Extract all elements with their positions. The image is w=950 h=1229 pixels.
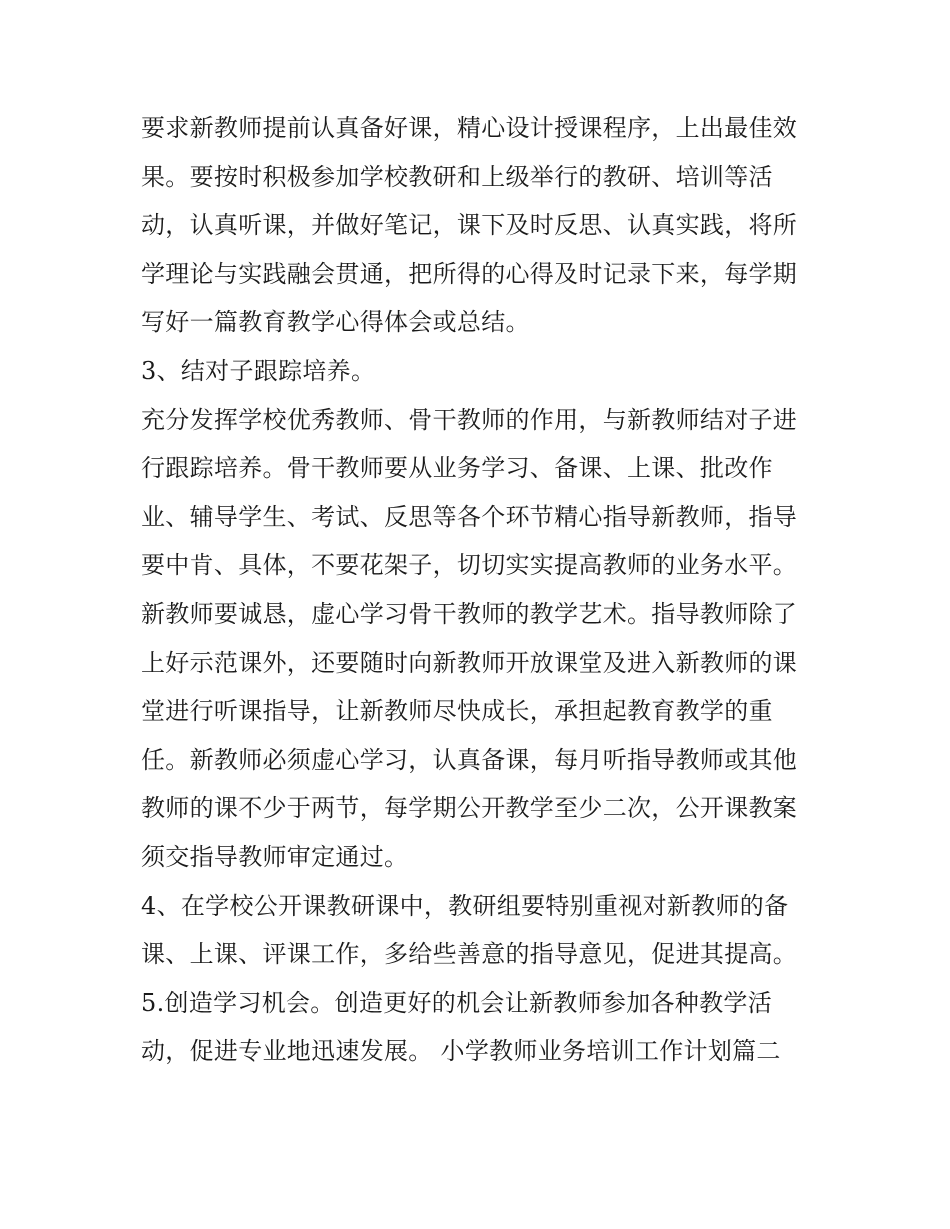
text-line: 4、在学校公开课教研课中，教研组要特别重视对新教师的备 [141,891,789,920]
text-line: 须交指导教师审定通过。 [141,842,409,871]
text-line: 5.创造学习机会。创造更好的机会让新教师参加各种教学活 [141,988,772,1017]
text-line: 堂进行听课指导，让新教师尽快成长，承担起教育教学的重 [141,697,773,726]
text-line: 写好一篇教育教学心得体会或总结。 [141,308,530,337]
text-line: 新教师要诚恳，虚心学习骨干教师的教学艺术。指导教师除了 [141,599,798,628]
text-line: 要求新教师提前认真备好课，精心设计授课程序，上出最佳效 [141,114,798,142]
text-line: 要中肯、具体，不要花架子，切切实实提高教师的业务水平。 [141,551,798,580]
text-line: 业、辅导学生、考试、反思等各个环节精心指导新教师，指导 [141,502,798,531]
section-heading: 3、结对子跟踪培养。 [141,356,376,385]
text-line: 行跟踪培养。骨干教师要从业务学习、备课、上课、批改作 [141,454,773,483]
text-line: 教师的课不少于两节，每学期公开教学至少二次，公开课教案 [141,794,798,823]
text-line: 果。要按时积极参加学校教研和上级举行的教研、培训等活 [141,162,773,191]
text-line: 上好示范课外，还要随时向新教师开放课堂及进入新教师的课 [141,648,798,677]
text-line: 动，认真听课，并做好笔记，课下及时反思、认真实践，将所 [141,211,798,240]
text-line: 充分发挥学校优秀教师、骨干教师的作用，与新教师结对子进 [141,405,798,434]
text-line: 动，促进专业地迅速发展。 小学教师业务培训工作计划篇二 [141,1037,781,1066]
text-line: 任。新教师必须虚心学习，认真备课，每月听指导教师或其他 [141,745,798,774]
document-body [141,104,821,1076]
text-line: 课、上课、评课工作，多给些善意的指导意见，促进其提高。 [141,940,798,969]
text-line: 学理论与实践融会贯通，把所得的心得及时记录下来，每学期 [141,259,798,288]
